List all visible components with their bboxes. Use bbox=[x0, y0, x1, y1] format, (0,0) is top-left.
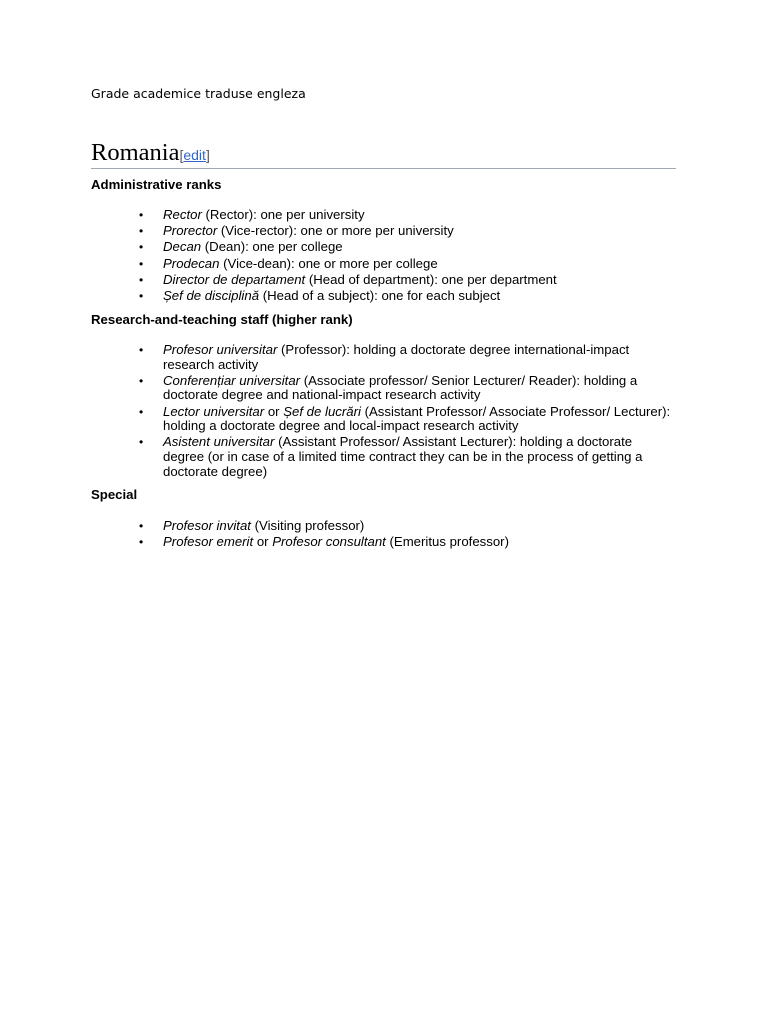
special-list bbox=[91, 519, 676, 551]
rank-term: Prorector bbox=[163, 223, 218, 239]
subheading-special: Special bbox=[91, 487, 138, 502]
rank-description: (Dean): one per college bbox=[201, 239, 343, 255]
list-item bbox=[163, 374, 676, 403]
list-item bbox=[163, 535, 676, 550]
list-item bbox=[163, 273, 676, 288]
rank-description: (Rector): one per university bbox=[201, 207, 365, 222]
rank-description: (Professor): holding a doctorate degree international-impact research activity bbox=[163, 342, 630, 372]
edit-bracket-open: [ bbox=[179, 147, 184, 163]
rank-description: (Assistant Professor/ Associate Professor/ Lecturer): holding a doctorate degree and local-impact research activity bbox=[163, 403, 671, 434]
list-item bbox=[163, 405, 676, 434]
rank-description: (Vice-rector): one or more per university bbox=[217, 223, 454, 239]
research-teaching-list bbox=[91, 343, 676, 481]
rank-term: Profesor invitat bbox=[163, 518, 251, 533]
rank-term: Conferențiar universitar bbox=[163, 372, 301, 388]
list-item bbox=[163, 435, 676, 479]
rank-term: Decan bbox=[163, 239, 202, 255]
list-item bbox=[163, 519, 676, 534]
rank-term: Prodecan bbox=[163, 255, 220, 271]
rank-description: (Associate professor/ Senior Lecturer/ Reader): holding a doctorate degree and national-impact research activity bbox=[163, 372, 638, 403]
administrative-ranks-list bbox=[91, 208, 676, 305]
rank-term: Profesor universitar bbox=[163, 342, 278, 357]
edit-section-wrapper bbox=[179, 147, 209, 163]
subheading-administrative-ranks: Administrative ranks bbox=[91, 177, 222, 192]
list-item bbox=[163, 240, 676, 255]
rank-term: Profesor emerit bbox=[163, 534, 254, 550]
rank-term: Lector universitar bbox=[163, 403, 265, 419]
section-title: Romania bbox=[91, 139, 180, 166]
rank-description: (Assistant Professor/ Assistant Lecturer): holding a doctorate degree (or in case of a limited time contract they can be in the process of getting a doctorate degree) bbox=[163, 434, 643, 479]
subheading-research-teaching-staff: Research-and-teaching staff (higher rank) bbox=[91, 312, 353, 327]
rank-description: (Emeritus professor) bbox=[385, 534, 509, 550]
list-item bbox=[163, 343, 676, 372]
rank-term-alt: Profesor consultant bbox=[272, 534, 386, 550]
rank-conjunction: or bbox=[253, 534, 273, 550]
edit-section-link[interactable]: edit bbox=[183, 147, 206, 163]
rank-term: Asistent universitar bbox=[163, 434, 275, 450]
section-heading-romania bbox=[91, 138, 676, 169]
rank-description: (Vice-dean): one or more per college bbox=[219, 255, 438, 271]
list-item bbox=[163, 257, 676, 272]
list-item bbox=[163, 224, 676, 239]
rank-term: Director de departament bbox=[163, 271, 306, 287]
rank-description: (Head of department): one per department bbox=[305, 271, 557, 287]
rank-term: Rector bbox=[163, 207, 202, 222]
rank-term-alt: Șef de lucrări bbox=[283, 403, 361, 419]
list-item bbox=[163, 289, 676, 304]
edit-bracket-close: ] bbox=[205, 147, 210, 163]
rank-description: (Visiting professor) bbox=[250, 518, 365, 533]
rank-conjunction: or bbox=[264, 403, 284, 419]
rank-description: (Head of a subject): one for each subject bbox=[259, 287, 501, 303]
document-title: Grade academice traduse engleza bbox=[91, 86, 306, 101]
rank-term: Șef de disciplină bbox=[163, 287, 260, 303]
list-item bbox=[163, 208, 676, 223]
